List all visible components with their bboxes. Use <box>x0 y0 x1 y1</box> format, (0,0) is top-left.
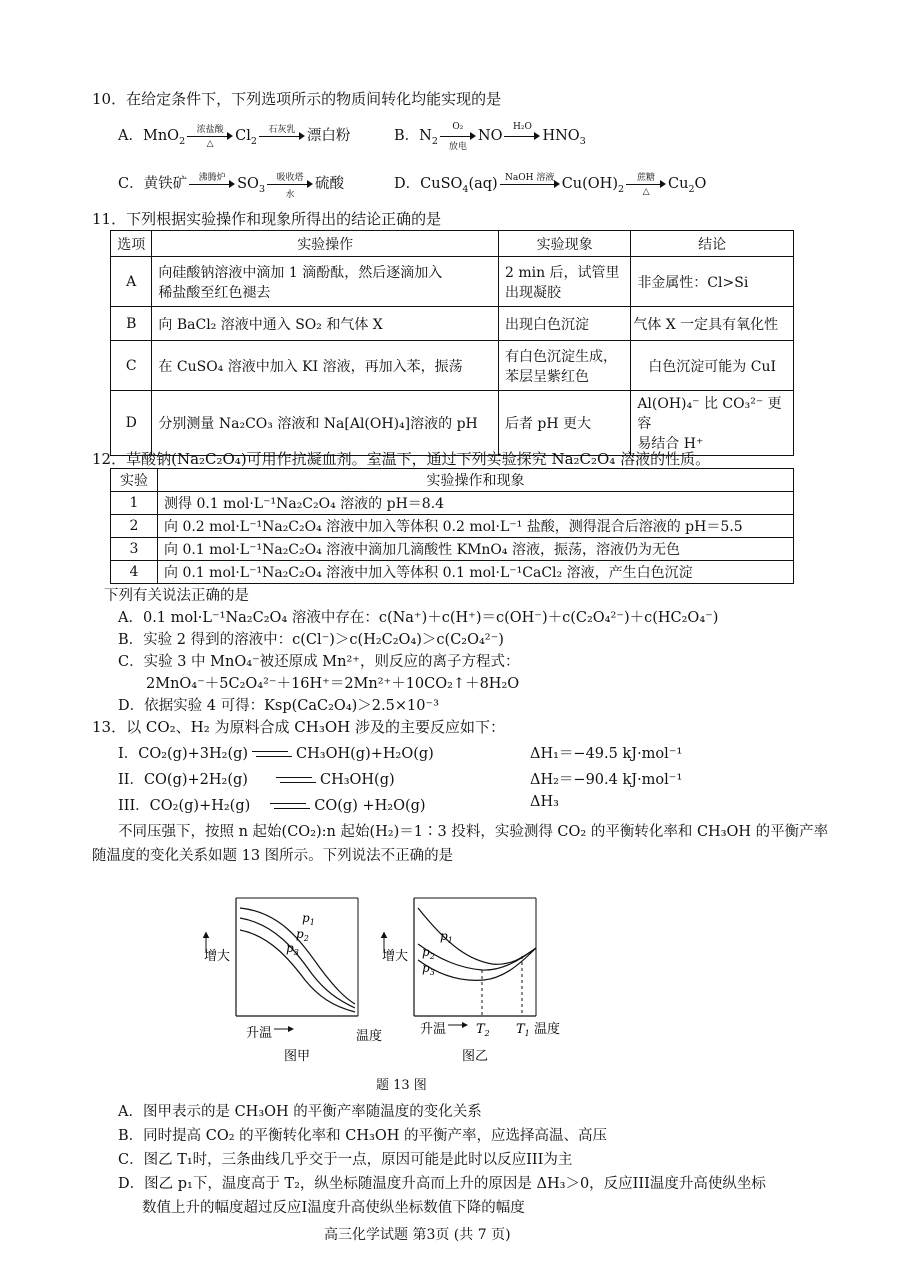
label-p3: $p_3$ <box>286 941 299 957</box>
table-row: A 向硅酸钠溶液中滴加 1 滴酚酞，然后逐滴加入 稀盐酸至红色褪去 2 min 后，试管里 出现凝胶 非金属性：Cl>Si <box>111 257 794 307</box>
q12-lead: 下列有关说法正确的是 <box>104 588 249 604</box>
q13-option-a: A．图甲表示的是 CH₃OH 的平衡产率随温度的变化关系 <box>118 1104 482 1120</box>
caption-left: 图甲 <box>284 1049 311 1064</box>
q12-option-a: A．0.1 mol·L⁻¹Na₂C₂O₄ 溶液中存在：c(Na⁺)＋c(H⁺)＝c(OH⁻)＋c(C₂O₄²⁻)＋c(HC₂O₄⁻) <box>118 610 719 626</box>
q13-reaction-2: II．CO(g)+2H₂(g) CH₃OH(g) <box>118 772 395 788</box>
table-row: 3 向 0.1 mol·L⁻¹Na₂C₂O₄ 溶液中滴加几滴酸性 KMnO₄ 溶液，振荡，溶液仍为无色 <box>111 538 794 561</box>
t1-label: $T_1$ <box>516 1022 530 1038</box>
q10-option-c: C．黄铁矿 沸腾炉 $SO_3$ 吸收塔 水 硫酸 <box>118 173 344 200</box>
q12-option-c-line2: 2MnO₄⁻＋5C₂O₄²⁻＋16H⁺＝2Mn²⁺＋10CO₂↑＋8H₂O <box>146 676 520 692</box>
t2-label: $T_2$ <box>476 1022 490 1038</box>
q10-option-a: A．MnO$_2$ 浓盐酸 △ $Cl_2$ 石灰乳 漂白粉 <box>118 125 351 149</box>
curve-p3 <box>240 930 355 1012</box>
figure-title: 题 13 图 <box>376 1078 427 1093</box>
q12-option-c-line1: C．实验 3 中 MnO₄⁻被还原成 Mn²⁺，则反应的离子方程式： <box>118 654 520 670</box>
q13-paragraph-line1: 不同压强下，按照 n 起始(CO₂):n 起始(H₂)＝1∶3 投料，实验测得 CO₂ 的平衡转化率和 CH₃OH 的平衡产率 <box>118 824 829 840</box>
q13-reaction-1: I．CO₂(g)+3H₂(g) CH₃OH(g)+H₂O(g) <box>118 746 434 762</box>
header-cell: 实验操作 <box>152 231 499 257</box>
q12-table <box>110 468 794 584</box>
reaction-arrow: 石灰乳 <box>259 128 305 144</box>
header-cell: 选项 <box>111 231 152 257</box>
q11-stem: 11．下列根据实验操作和现象所得出的结论正确的是 <box>92 210 442 228</box>
table-row: C 在 CuSO₄ 溶液中加入 KI 溶液，再加入苯，振荡 有白色沉淀生成， 苯层呈紫红色 白色沉淀可能为 CuI <box>111 341 794 391</box>
curve-p3 <box>418 948 536 980</box>
y-axis-label: 增大 <box>382 949 409 964</box>
label-p2: $p_2$ <box>296 927 309 943</box>
q11-table <box>110 230 794 456</box>
header-cell: 结论 <box>631 231 794 257</box>
table-row: D 分别测量 Na₂CO₃ 溶液和 Na[Al(OH)₄]溶液的 pH 后者 pH 更大 Al(OH)₄⁻ 比 CO₃²⁻ 更容 易结合 H⁺ <box>111 391 794 456</box>
q13-paragraph-line2: 随温度的变化关系如题 13 图所示。下列说法不正确的是 <box>92 848 454 864</box>
table-row: 2 向 0.2 mol·L⁻¹Na₂C₂O₄ 溶液中加入等体积 0.2 mol·L⁻¹ 盐酸，测得混合后溶液的 pH＝5.5 <box>111 515 794 538</box>
q10-option-d: D．CuSO$_4$(aq) NaOH 溶液 $Cu(OH)_2$ 蔗糖 △ $Cu_2O$ <box>394 173 707 197</box>
label-p2: $p_2$ <box>422 945 435 961</box>
x-axis-title: 温度 <box>534 1022 561 1037</box>
q12-option-b: B．实验 2 得到的溶液中：c(Cl⁻)＞c(H₂C₂O₄)＞c(C₂O₄²⁻) <box>118 632 504 648</box>
q10-option-b: B．$N_2$ O₂ 放电 NO H₂O $HNO_3$ <box>394 122 586 152</box>
table-row: 4 向 0.1 mol·L⁻¹Na₂C₂O₄ 溶液中加入等体积 0.1 mol·L⁻¹CaCl₂ 溶液，产生白色沉淀 <box>111 561 794 584</box>
q13-option-d-line2: 数值上升的幅度超过反应I温度升高使纵坐标数值下降的幅度 <box>142 1200 525 1216</box>
x-axis-label: 升温 <box>420 1022 447 1037</box>
reaction-arrow: 浓盐酸 △ <box>187 128 233 144</box>
header-cell: 实验现象 <box>498 231 630 257</box>
q13-option-d-line1: D．图乙 p₁下，温度高于 T₂，纵坐标随温度升高而上升的原因是 ΔH₃＞0，反应III温度升高使纵坐标 <box>118 1176 766 1192</box>
x-axis-label: 升温 <box>246 1026 273 1041</box>
table-row: 1 测得 0.1 mol·L⁻¹Na₂C₂O₄ 溶液的 pH＝8.4 <box>111 492 794 515</box>
equilibrium-arrow-icon <box>252 749 292 759</box>
table-row: B 向 BaCl₂ 溶液中通入 SO₂ 和气体 X 出现白色沉淀 气体 X 一定具有氧化性 <box>111 307 794 341</box>
caption-right: 图乙 <box>462 1049 489 1064</box>
q13-reaction-1-enthalpy: ΔH₁＝−49.5 kJ·mol⁻¹ <box>530 746 683 762</box>
q13-figure <box>200 888 600 1078</box>
q13-option-b: B．同时提高 CO₂ 的平衡转化率和 CH₃OH 的平衡产率，应选择高温、高压 <box>118 1128 607 1144</box>
y-axis-label: 增大 <box>204 949 231 964</box>
q12-option-d: D．依据实验 4 可得：Ksp(CaC₂O₄)＞2.5×10⁻³ <box>118 698 439 714</box>
page-footer: 高三化学试题 第3页 (共 7 页) <box>324 1227 511 1243</box>
label-p3: $p_3$ <box>422 961 435 977</box>
header-cell: 实验 <box>111 469 158 492</box>
q13-reaction-3: III．CO₂(g)+H₂(g) CO(g) +H₂O(g) <box>118 798 426 814</box>
label-p1: $p_1$ <box>440 929 453 945</box>
equilibrium-arrow-icon <box>276 775 316 785</box>
q10-stem: 10．在给定条件下，下列选项所示的物质间转化均能实现的是 <box>92 90 502 108</box>
curve-p2 <box>418 944 536 970</box>
q13-reaction-2-enthalpy: ΔH₂＝−90.4 kJ·mol⁻¹ <box>530 772 683 788</box>
q13-option-c: C．图乙 T₁时，三条曲线几乎交于一点，原因可能是此时以反应III为主 <box>118 1152 573 1168</box>
equilibrium-arrow-icon <box>270 801 310 811</box>
q13-reaction-3-enthalpy: ΔH₃ <box>530 794 559 810</box>
figure-right-chart <box>381 898 560 1064</box>
q12-stem: 12．草酸钠(Na₂C₂O₄)可用作抗凝血剂。室温下，通过下列实验探究 Na₂C₂O₄ 溶液的性质。 <box>92 450 711 468</box>
figure-left-chart <box>203 898 382 1064</box>
x-axis-title: 温度 <box>356 1029 383 1044</box>
q13-stem: 13．以 CO₂、H₂ 为原料合成 CH₃OH 涉及的主要反应如下： <box>92 718 505 736</box>
header-cell: 实验操作和现象 <box>158 469 794 492</box>
label-p1: $p_1$ <box>302 911 315 927</box>
